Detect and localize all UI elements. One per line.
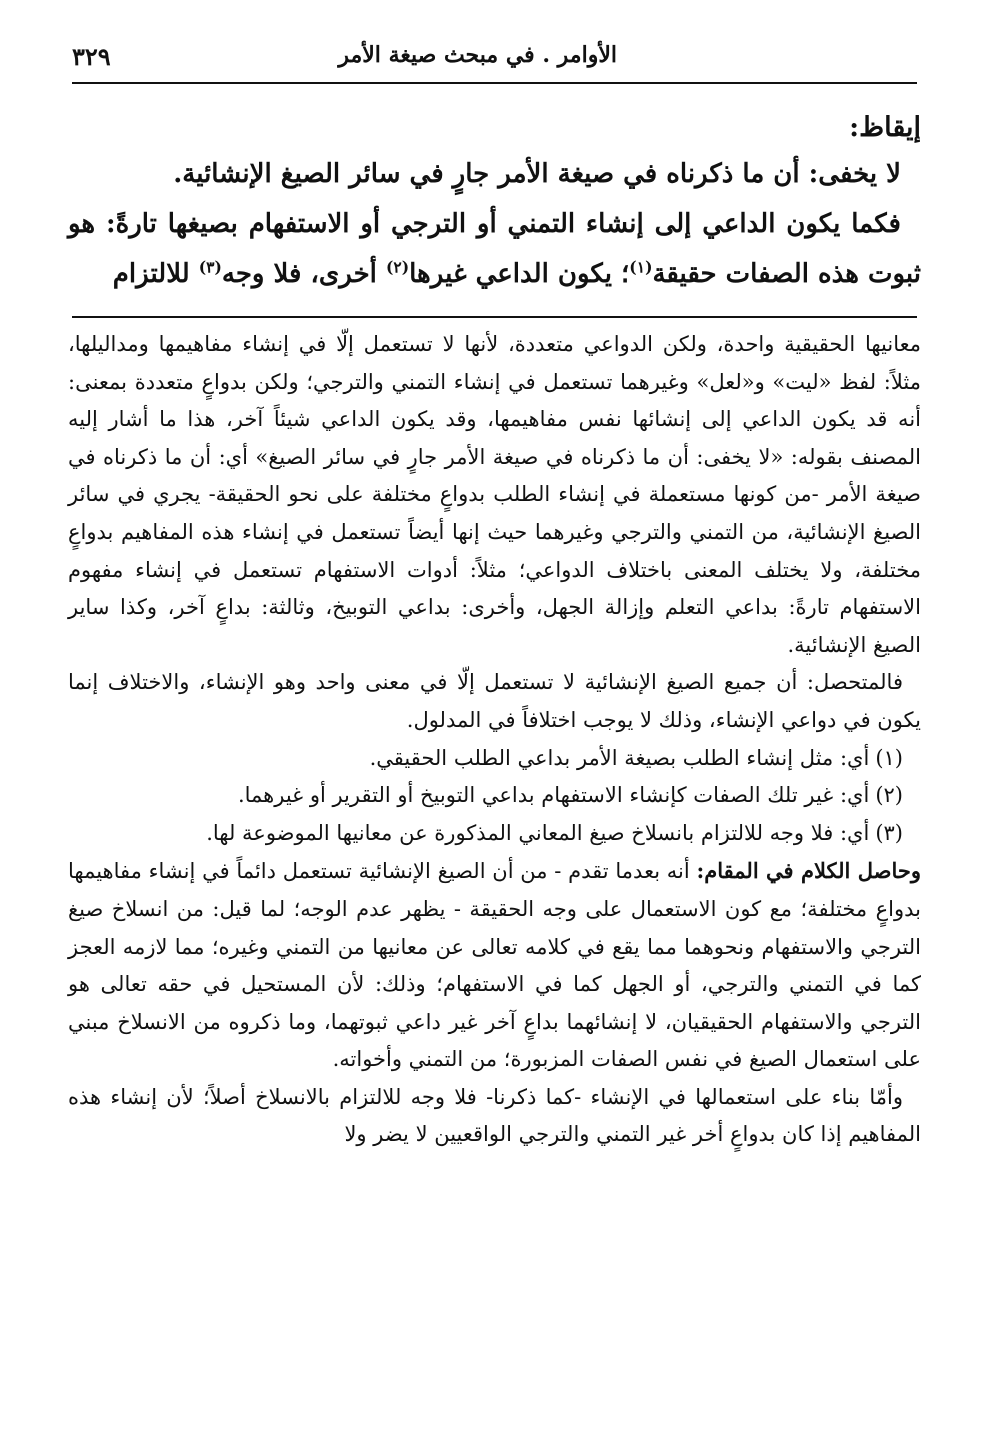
main-paragraph-1: لا يخفى: أن ما ذكرناه في صيغة الأمر جارٍ في سائر الصيغ الإنشائية. <box>173 159 901 189</box>
conclusion-paragraph-1 <box>68 852 921 1079</box>
footnote-3-number: (٣) <box>875 820 903 845</box>
footnote-3-text: أي: فلا وجه للالتزام بانسلاخ صيغ المعاني المذكورة عن معانيها الموضوعة لها. <box>206 820 870 845</box>
footnote-2-number: (٢) <box>875 783 903 808</box>
main-paragraph-2-part-a: فكما يكون الداعي إلى إنشاء التمني أو الترجي أو الاستفهام بصيغها تارةً: هو ثبوت هذه الصفات حقيقة <box>68 209 921 289</box>
footnote-1-text: أي: مثل إنشاء الطلب بصيغة الأمر بداعي الطلب الحقيقي. <box>369 745 870 770</box>
footnote-ref-1: (١) <box>629 257 653 277</box>
page-number: ٣٢٩ <box>72 42 111 71</box>
footnote-2 <box>68 777 921 815</box>
footnote-1 <box>68 740 921 778</box>
main-text-block <box>68 112 921 299</box>
footnote-ref-3: (٣) <box>198 257 222 277</box>
footnote-3 <box>68 815 921 853</box>
footnote-ref-2: (٢) <box>385 257 410 277</box>
commentary-block <box>68 326 921 1154</box>
main-paragraph-2-part-d: للالتزام <box>112 259 199 289</box>
main-paragraph-2-part-b: ؛ يكون الداعي غيرها <box>409 259 630 289</box>
running-header <box>72 40 917 84</box>
commentary-paragraph-1: معانيها الحقيقية واحدة، ولكن الدواعي متعددة، لأنها لا تستعمل إلّا في إنشاء مفاهيمها ومداليلها، مثلاً: لفظ «ليت» و«لعل» وغيرهما تستعمل في إنشاء التمني والترجي؛ ولكن بدواعٍ متعددة بمعنى: أنه قد يكون الداعي إلى إنشائها نفس مفاهيمها، وقد يكون الداعي شيئاً آخر، هذا ما أشار إليه المصنف بقوله: «لا يخفى: أن ما ذكرناه في صيغة الأمر جارٍ في سائر الصيغ» أي: أن ما ذكرناه في صيغة الأمر -من كونها مستعملة في إنشاء الطلب بدواعٍ مختلفة على نحو الحقيقة- يجري في سائر الصيغ الإنشائية، من التمني والترجي وغيرهما حيث إنها أيضاً تستعمل في إنشاء هذه المفاهيم بدواعٍ مختلفة، ولا يختلف المعنى باختلاف الدواعي؛ مثلاً: أدوات الاستفهام تستعمل في إنشاء مفهوم الاستفهام تارةً: بداعي التعلم وإزالة الجهل، وأخرى: بداعي التوبيخ، وثالثة: بداعٍ آخر، وكذا ساير الصيغ الإنشائية. <box>68 332 921 657</box>
conclusion-paragraph-2: وأمّا بناء على استعمالها في الإنشاء -كما ذكرنا- فلا وجه للالتزام بالانسلاخ أصلاً؛ لأن إنشاء هذه المفاهيم إذا كان بدواعٍ أخر غير التمني والترجي الواقعيين لا يضر ولا <box>68 1084 921 1147</box>
header-title: الأوامر . في مبحث صيغة الأمر <box>338 42 617 68</box>
main-paragraph-2 <box>68 199 921 299</box>
footnote-2-text: أي: غير تلك الصفات كإنشاء الاستفهام بداعي التوبيخ أو التقرير أو غيرهما. <box>237 783 870 808</box>
text-separator-line <box>72 316 917 318</box>
section-heading: إيقاظ: <box>849 112 921 143</box>
conclusion-lead: وحاصل الكلام في المقام: <box>696 858 921 884</box>
main-paragraph-2-part-c: أخرى، فلا وجه <box>221 259 386 289</box>
commentary-paragraph-2: فالمتحصل: أن جميع الصيغ الإنشائية لا تستعمل إلّا في معنى واحد وهو الإنشاء، والاختلاف إنما يكون في دواعي الإنشاء، وذلك لا يوجب اختلافاً في المدلول. <box>68 670 921 732</box>
conclusion-paragraph-1-text: أنه بعدما تقدم - من أن الصيغ الإنشائية تستعمل دائماً في إنشاء مفاهيمها بدواعٍ مختلفة؛ مع كون الاستعمال على وجه الحقيقة - يظهر عدم الوجه؛ لما قيل: من انسلاخ صيغ الترجي والاستفهام ونحوهما مما يقع في كلامه تعالى عن معانيها من التمني وغيره؛ مما لازمه العجز كما في التمني والترجي، أو الجهل كما في الاستفهام؛ وذلك: لأن المستحيل في حقه تعالى هو الترجي والاستفهام الحقيقيان، لا إنشائهما بداعٍ آخر غير داعي ثبوتهما، وما ذكروه من الانسلاخ مبني على استعمال الصيغ في نفس الصفات المزبورة؛ من التمني وأخواته. <box>68 859 921 1072</box>
footnote-1-number: (١) <box>875 745 903 770</box>
